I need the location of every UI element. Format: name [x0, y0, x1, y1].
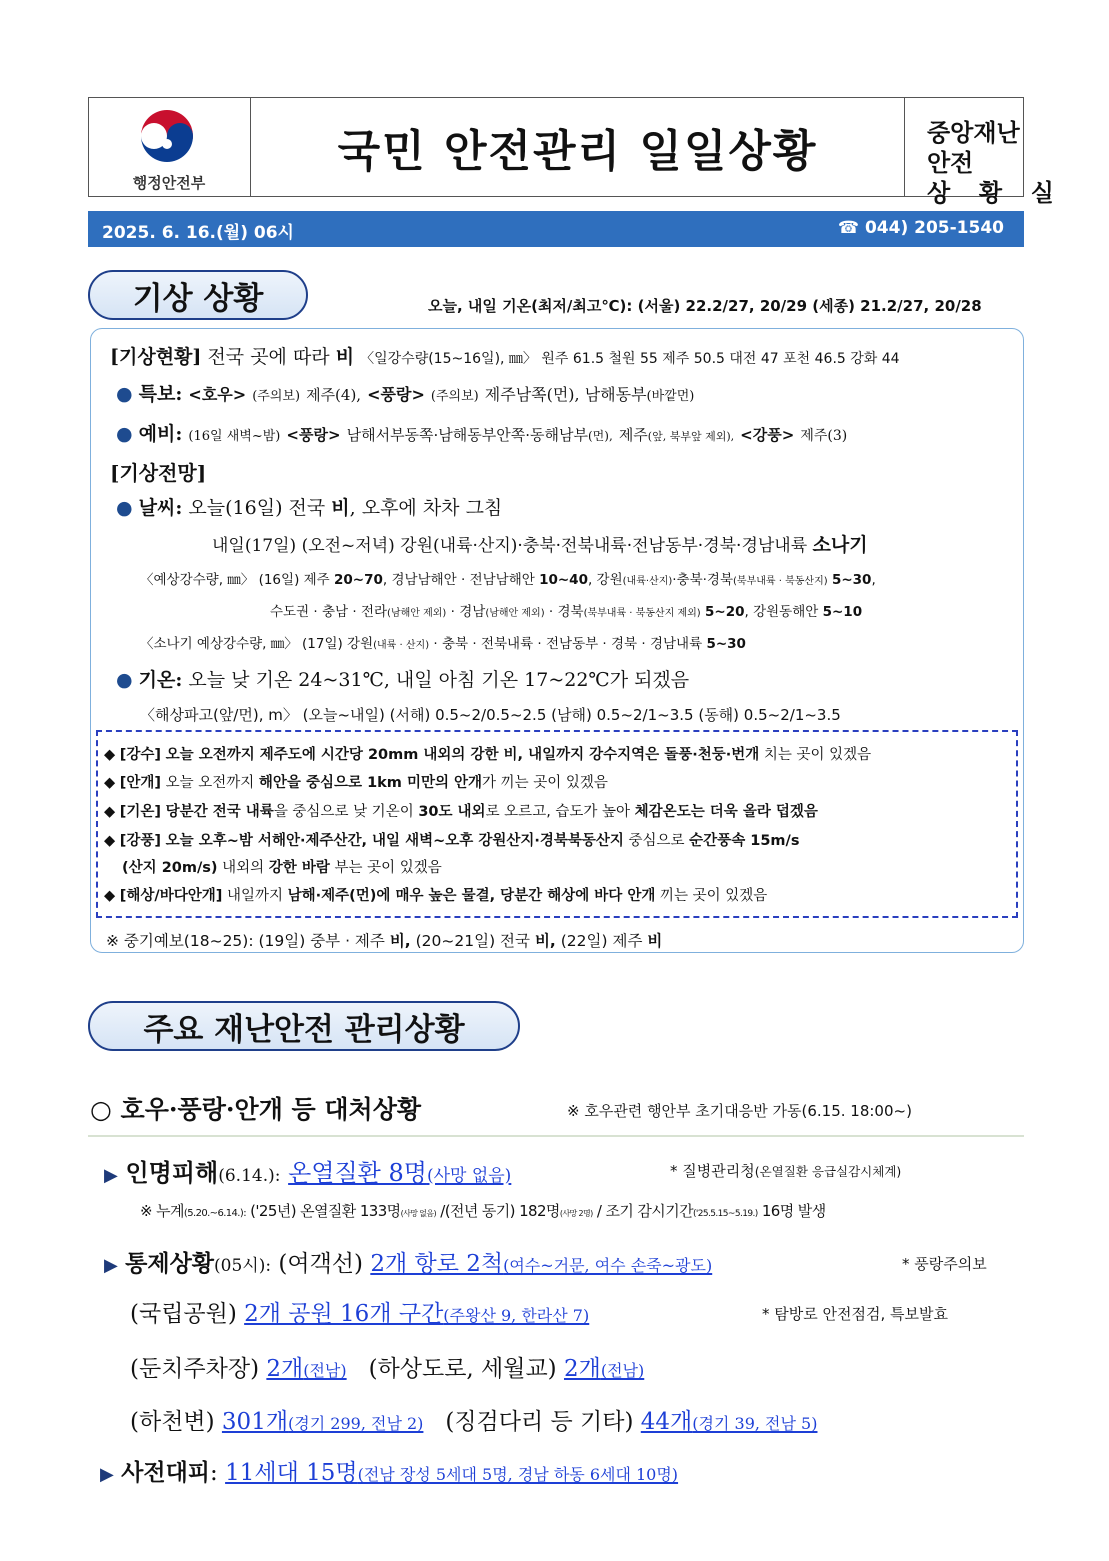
disaster-section-title: 주요 재난안전 관리상황	[88, 1001, 520, 1051]
circle-bullet-icon: ○	[90, 1095, 112, 1124]
government-emblem-icon	[135, 104, 199, 168]
cum-f: (사망 2명)	[559, 1209, 593, 1218]
current-text: 전국 곳에 따라	[207, 346, 330, 368]
divider	[88, 1135, 1024, 1137]
alert-wind2-d: 부는 곳이 있겠음	[334, 860, 442, 876]
sub-title	[90, 1090, 421, 1126]
casualty-link-small: (사망 없음)	[426, 1166, 512, 1186]
parking-link-small: (전남)	[303, 1361, 347, 1380]
alert-fog-a: 오늘 오전까지	[165, 775, 255, 791]
casualty-link-text: 온열질환 8명	[288, 1159, 427, 1187]
river-link[interactable]	[222, 1409, 424, 1435]
parking-link[interactable]	[266, 1356, 346, 1382]
report-date: 2025. 6. 16.(월) 06시	[102, 223, 294, 243]
river-link-text: 301개	[221, 1409, 289, 1435]
current-precip: 〈일강수량(15~16일), ㎜〉 원주 61.5 철원 55 제주 50.5 대전 47 포천 46.5 강화 44	[360, 351, 900, 367]
alert-temp-e: 체감온도는 더욱 올라 덥겠음	[634, 804, 818, 820]
exp2-d: (남해안 제외)	[485, 608, 545, 619]
alert-temp-c: 30도 내외	[418, 804, 486, 820]
alert-rain	[104, 743, 871, 764]
alert-temp-b: 을 중심으로 낮 기온이	[273, 804, 414, 820]
road-label: (하상도로, 세월교)	[368, 1356, 557, 1382]
diamond-icon: ◆	[104, 775, 116, 791]
wx-today-rain: 비	[331, 497, 350, 519]
ferry-link[interactable]	[370, 1251, 712, 1277]
bullet-icon: ●	[116, 423, 133, 445]
pre-warning-line	[116, 419, 847, 446]
pre-time: (16일 새벽~밤)	[188, 429, 281, 444]
date-bar	[88, 211, 1024, 247]
exp2-a: 수도권 · 충남 · 전라	[270, 604, 388, 620]
exp1-h: 5~30	[831, 572, 872, 588]
expected-rain-line2	[270, 600, 862, 620]
cum-e: /(전년 동기) 182명	[440, 1202, 560, 1220]
triangle-icon: ▶	[104, 1165, 118, 1186]
casualty-link[interactable]	[288, 1159, 511, 1187]
alert-fog-c: 가 끼는 곳이 있겠음	[482, 775, 608, 791]
shower-rain-line	[140, 632, 746, 652]
exp1-e: (내륙·산지)	[622, 576, 673, 587]
control-time: (05시):	[214, 1256, 272, 1276]
pre-wind-region: 남해서부동쪽·남해동부안쪽·동해남부	[346, 426, 588, 444]
exp1-f: ·충북·경북	[672, 572, 734, 588]
diamond-icon: ◆	[104, 804, 116, 820]
alert-rain-bold: 오늘 오전까지 제주도에 시간당 20mm 내외의 강한 비, 내일까지 강수지역은 돌풍·천둥·번개	[165, 747, 760, 763]
parking-link-text: 2개	[266, 1356, 304, 1382]
road-link[interactable]	[564, 1356, 644, 1382]
park-line	[130, 1295, 589, 1328]
casualty-date: (6.14.):	[218, 1166, 281, 1186]
park-note: * 탐방로 안전점검, 특보발효	[762, 1305, 948, 1323]
midterm-b2: 비,	[534, 932, 556, 950]
exp2-i: 5~10	[822, 604, 863, 620]
alert-wind2-b: 내외의	[222, 860, 265, 876]
alert-fog-tag: [안개]	[119, 775, 162, 791]
exp1-head: 〈예상강수량, ㎜〉 (16일) 제주	[140, 572, 330, 588]
exp2-e: · 경북	[548, 604, 584, 620]
special-heavy-level: (주의보)	[252, 389, 301, 404]
alert-fog	[104, 771, 608, 792]
alert-fog-b: 해안을 중심으로 1km 미만의 안개	[258, 775, 483, 791]
ferry-link-small: (여수~거문, 여수 손죽~광도)	[503, 1256, 713, 1275]
pre-wind-region-small: (먼),	[587, 429, 613, 443]
report-title: 국민 안전관리 일일상황	[251, 98, 905, 196]
sub-title-text: 호우·풍랑·안개 등 대처상황	[120, 1095, 422, 1124]
evac-link-small: (전남 장성 5세대 5명, 경남 하동 6세대 10명)	[357, 1465, 679, 1484]
wx-today-tail: , 오후에 차차 그침	[349, 497, 503, 519]
forecast-label: [기상전망]	[110, 461, 207, 485]
pre-wind-region2-small: (앞, 북부앞 제외),	[647, 430, 735, 443]
bullet-icon: ●	[116, 497, 133, 519]
evac-link-text: 11세대 15명	[225, 1460, 358, 1486]
cum-a: ※ 누계	[140, 1202, 184, 1220]
alert-wind-tag: [강풍]	[119, 833, 162, 849]
midterm-a: ※ 중기예보(18~25): (19일) 중부 · 제주	[106, 932, 385, 950]
cumulative-line	[140, 1200, 826, 1221]
shower-small: (내륙 · 산지)	[373, 640, 430, 651]
wx-tomorrow-line	[212, 530, 868, 557]
exp1-d: , 강원	[587, 572, 623, 588]
special-heavy-region: 제주(4),	[306, 386, 362, 404]
special-wind-region: 제주남쪽(먼), 남해동부	[484, 385, 647, 404]
sub-note: ※ 호우관련 행안부 초기대응반 가동(6.15. 18:00~)	[567, 1102, 912, 1120]
temp-summary: 오늘, 내일 기온(최저/최고℃): (서울) 22.2/27, 20/29 (세종) 21.2/27, 20/28	[428, 297, 982, 315]
alert-temp	[104, 800, 818, 821]
alert-rain-tail: 치는 곳이 있겠음	[763, 747, 872, 763]
triangle-icon: ▶	[100, 1464, 114, 1485]
exp2-c: · 경남	[450, 604, 486, 620]
pre-gale-region: 제주(3)	[800, 428, 848, 444]
park-link[interactable]	[244, 1301, 589, 1327]
exp1-i: ,	[871, 572, 876, 588]
evac-label: 사전대피	[121, 1459, 211, 1486]
casualty-label: 인명피해	[125, 1158, 219, 1187]
exp1-a: 20~70	[334, 572, 383, 588]
bridge-link-text: 44개	[640, 1409, 693, 1435]
bullet-icon: ●	[116, 669, 133, 691]
alert-sea-a: 내일까지	[226, 888, 283, 904]
diamond-icon: ◆	[104, 888, 116, 904]
cum-h: ('25.5.15~5.19.)	[692, 1209, 758, 1219]
current-rain: 비	[335, 346, 355, 368]
river-link-small: (경기 299, 전남 2)	[288, 1414, 424, 1433]
cum-b: (5.20.~6.14.):	[183, 1208, 246, 1219]
weather-section-title: 기상 상황	[88, 270, 308, 320]
park-label: (국립공원)	[130, 1301, 237, 1327]
alert-wind-a: 오늘 오후~밤 서해안·제주산간, 내일 새벽~오후 강원산지·경북북동산지	[165, 833, 624, 849]
midterm-forecast	[106, 929, 662, 951]
river-label: (하천변)	[130, 1409, 215, 1435]
bullet-icon: ●	[116, 383, 133, 405]
wx-label: 날씨:	[138, 497, 183, 519]
parking-label: (둔치주차장)	[130, 1356, 260, 1382]
alert-wind	[104, 829, 799, 850]
shower-head: 〈소나기 예상강수량, ㎜〉 (17일) 강원	[140, 636, 374, 652]
casualty-note	[670, 1160, 901, 1181]
alert-temp-tag: [기온]	[119, 804, 162, 820]
exp1-b: , 경남남해안 · 전남남해안	[382, 572, 535, 588]
special-wind-region-small: (바깥먼)	[646, 389, 695, 404]
logo-cell	[89, 98, 251, 196]
wx-tomorrow-bold: 소나기	[812, 534, 868, 556]
current-label: [기상현황]	[110, 346, 202, 368]
diamond-icon: ◆	[104, 747, 116, 763]
special-wind: <풍랑>	[367, 385, 425, 404]
road-link-text: 2개	[563, 1356, 601, 1382]
evac-link[interactable]	[225, 1460, 678, 1486]
cum-c: ('25년) 온열질환 133명	[250, 1202, 401, 1220]
office-line2: 상 황 실	[927, 178, 1058, 207]
pre-gale: <강풍>	[740, 426, 795, 444]
park-link-small: (주왕산 9, 한라산 7)	[443, 1306, 590, 1325]
alert-wind-b: 중심으로	[628, 833, 685, 849]
alert-wind2-a: (산지 20m/s)	[122, 860, 218, 876]
alert-wind-line2	[122, 856, 442, 877]
special-wind-level: (주의보)	[430, 389, 479, 404]
midterm-d: (22일) 제주	[560, 932, 643, 950]
alert-sea	[104, 884, 767, 905]
exp2-g: 5~20	[705, 604, 745, 620]
casualty-note-small: (온열질환 응급실감시체계)	[754, 1164, 902, 1179]
special-heavy: <호우>	[188, 385, 247, 404]
ferry-link-text: 2개 항로 2척	[370, 1251, 504, 1277]
bridge-link-small: (경기 39, 전남 5)	[692, 1414, 818, 1433]
pre-wind-region2: 제주	[618, 426, 648, 444]
wave-height-line: 〈해상파고(앞/먼), m〉 (오늘~내일) (서해) 0.5~2/0.5~2.5 (남해) 0.5~2/1~3.5 (동해) 0.5~2/1~3.5	[140, 706, 841, 724]
bridge-link[interactable]	[641, 1409, 818, 1435]
office-line1: 중앙재난안전	[927, 118, 1020, 177]
exp2-b: (남해안 제외)	[387, 608, 447, 619]
triangle-icon: ▶	[104, 1255, 118, 1276]
current-weather-line	[110, 342, 900, 369]
alert-sea-c: 끼는 곳이 있겠음	[659, 888, 768, 904]
cum-d: (사망 없음)	[400, 1209, 437, 1218]
special-label: 특보:	[138, 383, 183, 405]
temp-text: 오늘 낮 기온 24~31℃, 내일 아침 기온 17~22℃가 되겠음	[188, 669, 690, 691]
phone-number: ☎ 044) 205-1540	[837, 218, 1004, 238]
exp2-h: , 강원동해안	[744, 604, 819, 620]
ministry-name: 행정안전부	[132, 174, 206, 192]
exp1-c: 10~40	[539, 572, 588, 588]
special-warning-line	[116, 379, 694, 406]
wx-tomorrow: 내일(17일) (오전~저녁) 강원(내륙·산지)·충북·전북내륙·전남동부·경북·경남내륙	[212, 536, 808, 556]
bridge-label: (징검다리 등 기타)	[445, 1409, 634, 1435]
midterm-b1: 비,	[389, 932, 411, 950]
alert-temp-a: 당분간 전국 내륙	[165, 804, 274, 820]
temp-label: 기온:	[138, 669, 183, 691]
evac-colon: :	[210, 1460, 218, 1486]
alert-temp-d: 로 오르고, 습도가 높아	[485, 804, 631, 820]
shower-tail: · 충북 · 전북내륙 · 전남동부 · 경북 · 경남내륙	[433, 636, 703, 652]
alert-rain-tag: [강수]	[119, 747, 162, 763]
alert-sea-tag: [해상/바다안개]	[119, 888, 223, 904]
shower-amount: 5~30	[706, 636, 746, 652]
midterm-b3: 비	[647, 932, 663, 950]
expected-rain-line1	[140, 568, 876, 588]
control-line	[104, 1245, 712, 1278]
diamond-icon: ◆	[104, 833, 116, 849]
pre-wind: <풍랑>	[286, 426, 341, 444]
casualty-line	[104, 1153, 511, 1188]
ferry-label: (여객선)	[278, 1251, 363, 1277]
alert-sea-b: 남해·제주(먼)에 매우 높은 물결, 당분간 해상에 바다 안개	[287, 888, 656, 904]
exp2-f: (북부내륙 · 북동산지 제외)	[583, 608, 701, 619]
report-header	[88, 97, 1058, 207]
temperature-line	[116, 665, 689, 692]
wx-today: 오늘(16일) 전국	[188, 497, 326, 519]
cum-g: / 조기 감시기간	[596, 1202, 693, 1220]
park-link-text: 2개 공원 16개 구간	[244, 1301, 444, 1327]
road-link-small: (전남)	[600, 1361, 645, 1380]
midterm-c: (20~21일) 전국	[415, 932, 530, 950]
exp1-g: (북부내륙 · 북동산지)	[733, 576, 828, 587]
parking-line	[130, 1350, 644, 1383]
alert-wind-c: 순간풍속 15m/s	[689, 833, 800, 849]
alert-wind2-c: 강한 바람	[268, 860, 330, 876]
wx-today-line	[116, 493, 502, 520]
cum-i: 16명 발생	[761, 1202, 826, 1220]
ferry-note: * 풍랑주의보	[902, 1255, 987, 1273]
pre-label: 예비:	[138, 423, 183, 445]
office-name	[905, 98, 1058, 207]
river-line	[130, 1403, 817, 1436]
control-label: 통제상황	[125, 1250, 215, 1277]
evacuation-line	[100, 1454, 678, 1487]
casualty-note-text: * 질병관리청	[670, 1162, 755, 1180]
